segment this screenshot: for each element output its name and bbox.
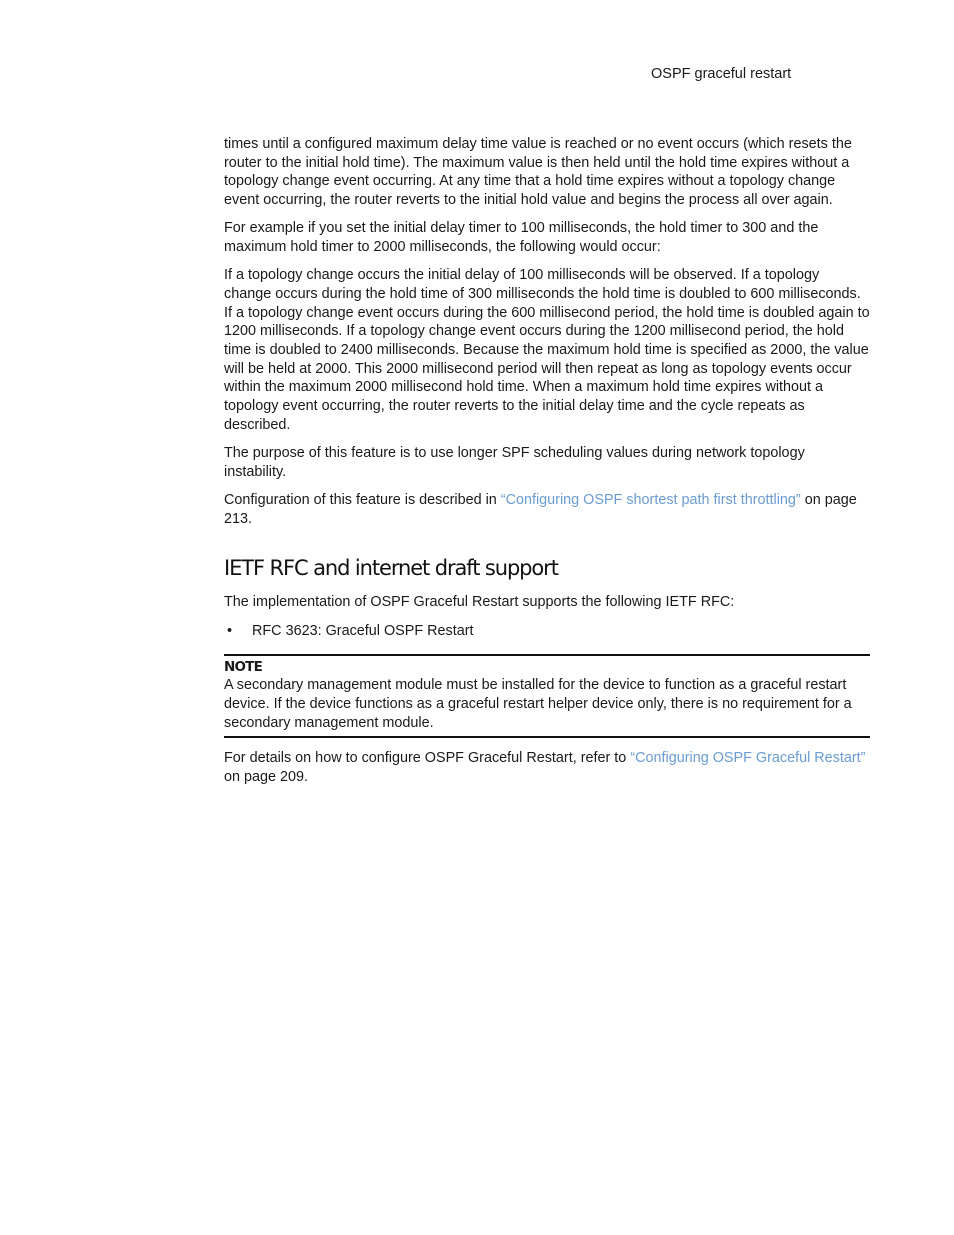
note-title: NOTE	[224, 659, 263, 676]
rfc-list	[224, 622, 870, 641]
paragraph-text: Configuration of this feature is described in	[224, 491, 501, 508]
bullet-icon: •	[227, 622, 233, 639]
body-paragraph-3: If a topology change occurs the initial delay of 100 milliseconds will be observed. If a topology change occurs during the hold time of 300 milliseconds the hold time is doubled to 600 milliseconds. If a topology change event occurs during the 600 millisecond period, the hold time is doubled again to 1200 milliseconds. If a topology change event occurs during the 1200 millisecond period, the hold time is doubled to 2400 milliseconds. Because the maximum hold time is specified as 2000, the value will be held at 2000. This 2000 millisecond period will then repeat as long as topology events occur within the maximum 2000 millisecond hold time. When a maximum hold time expires without a topology event occurring, the router reverts to the initial delay time and the cycle repeats as described.	[224, 267, 870, 433]
running-header: OSPF graceful restart	[651, 66, 792, 82]
body-paragraph-2: For example if you set the initial delay timer to 100 milliseconds, the hold timer to 300 and the maximum hold timer to 2000 milliseconds, the following would occur:	[224, 220, 819, 256]
paragraph-text: on page 213.	[224, 491, 857, 527]
graceful-restart-config-link[interactable]: “Configuring OSPF Graceful Restart”	[630, 750, 866, 767]
section-intro: The implementation of OSPF Graceful Restart supports the following IETF RFC:	[224, 594, 735, 611]
note-box	[224, 654, 870, 738]
note-text: A secondary management module must be installed for the device to function as a graceful restart device. If the device functions as a graceful restart helper device only, there is no requirement for a secondary management module.	[224, 677, 852, 731]
section-heading: IETF RFC and internet draft support	[224, 556, 558, 581]
body-paragraph-4: The purpose of this feature is to use longer SPF scheduling values during network topology instability.	[224, 445, 805, 480]
page-content	[224, 135, 870, 796]
body-paragraph-1: times until a configured maximum delay time value is reached or no event occurs (which resets the router to the initial hold time). The maximum value is then held until the hold time expires without a topology change event occurring. At any time that a hold time expires without a topology change event occurring, the router reverts to the initial hold value and begins the process all over again.	[224, 136, 852, 209]
closing-paragraph	[224, 749, 870, 786]
body-paragraph-5	[224, 491, 870, 528]
list-item-text: RFC 3623: Graceful OSPF Restart	[252, 622, 474, 639]
paragraph-text: on page 209.	[224, 769, 309, 786]
paragraph-text: For details on how to configure OSPF Graceful Restart, refer to	[224, 750, 631, 767]
throttling-config-link[interactable]: “Configuring OSPF shortest path first throttling”	[500, 491, 801, 508]
list-item	[224, 622, 870, 641]
